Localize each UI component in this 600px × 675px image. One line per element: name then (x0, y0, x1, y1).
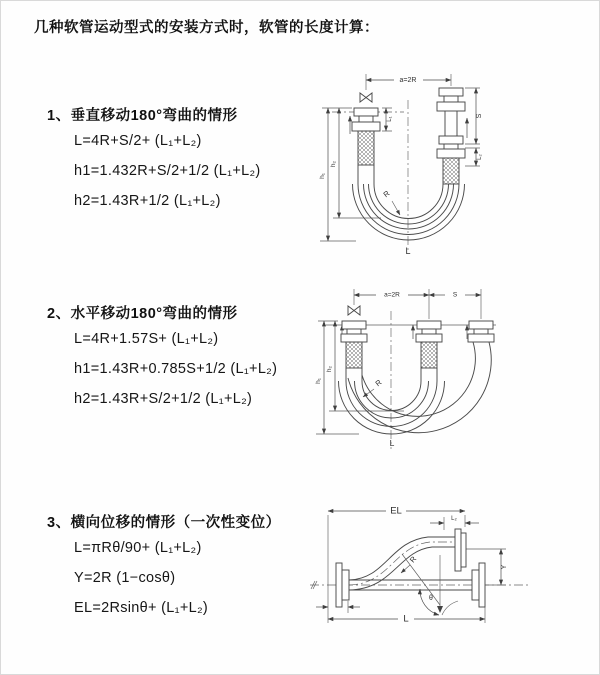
radius-label: R (373, 377, 384, 389)
l1-dimension-label: L₁ (387, 116, 393, 122)
left-pipe-fitting (352, 108, 380, 165)
section-2-heading: 2、水平移动180°弯曲的情形 (47, 306, 238, 322)
length-label: L (389, 438, 395, 448)
span-dimension-label: a=2R (384, 291, 400, 299)
right-pipe-fitting (468, 321, 494, 342)
braided-hose-section (346, 342, 362, 368)
radius-callout (382, 188, 400, 215)
y-dimension-label: Y (501, 564, 508, 570)
section-3-formula-y: Y=2R (1−cosθ) (74, 570, 176, 586)
right-pipe-fitting (437, 88, 465, 184)
left-flange (336, 563, 349, 607)
middle-pipe-fitting (416, 321, 442, 368)
section-1-heading: 1、垂直移动180°弯曲的情形 (47, 108, 238, 124)
braided-hose-section (421, 342, 437, 368)
dimension-lines (315, 289, 481, 434)
radius-callout (363, 377, 384, 397)
section-2-formula-h2: h2=1.43R+S/2+1/2 (L₁+L₂) (74, 391, 253, 407)
upper-right-flange (455, 529, 466, 571)
l2-dimension-label: L₂ (477, 154, 483, 160)
h2-dimension-label: h₂ (330, 160, 337, 168)
h2-dimension-label: h₂ (326, 365, 333, 373)
page-title: 几种软管运动型式的安装方式时，软管的长度计算： (34, 20, 379, 36)
angle-vertex-arrow (437, 606, 443, 613)
braided-hose-section (358, 131, 374, 165)
section-2-formula-h1: h1=1.43R+0.785S+1/2 (L₁+L₂) (74, 361, 278, 377)
radius-label: R (381, 188, 392, 200)
theta-label: θ (429, 595, 433, 602)
braided-hose-section (443, 158, 459, 184)
section-3-formula-l: L=πRθ/90+ (L₁+L₂) (74, 540, 202, 556)
span-dimension-label: a=2R (399, 76, 417, 84)
el-dimension-label: EL (390, 505, 402, 517)
s-dimension-label: S (476, 113, 483, 119)
section-3-heading: 3、横向位移的情形（一次性变位） (47, 515, 281, 531)
length-label: L (405, 246, 411, 256)
h1-dimension-label: h₁ (315, 378, 322, 384)
radius-label: R (407, 554, 419, 565)
section-1-formula-h2: h2=1.43R+1/2 (L₁+L₂) (74, 193, 221, 209)
radius-callout (401, 554, 419, 573)
displaced-hose-outer-wall (348, 342, 491, 433)
section-1-formula-h1: h1=1.432R+S/2+1/2 (L₁+L₂) (74, 163, 261, 179)
h1-dimension-label: h₁ (319, 173, 326, 179)
valve-icon (348, 306, 360, 315)
l-dimension-label: L (403, 613, 409, 625)
left-pipe-fitting (341, 321, 367, 368)
valve-icon (360, 93, 372, 102)
displaced-hose-inner-wall (362, 342, 475, 416)
angle-callout (402, 554, 458, 615)
displaced-hose-position (349, 537, 455, 590)
section-3-formula-el: EL=2Rsinθ+ (L₁+L₂) (74, 600, 209, 616)
right-flange (472, 563, 485, 607)
diagram-3-lateral-displacement (298, 497, 598, 647)
diagram-1-vertical-180-bend (306, 64, 596, 260)
l2-dimension-label: L₂ (451, 516, 457, 522)
diagram-2-horizontal-180-bend (304, 281, 599, 461)
section-2-formula-l: L=4R+1.57S+ (L₁+L₂) (74, 331, 219, 347)
s-dimension-label: S (452, 291, 458, 299)
section-1-formula-l: L=4R+S/2+ (L₁+L₂) (74, 133, 202, 149)
